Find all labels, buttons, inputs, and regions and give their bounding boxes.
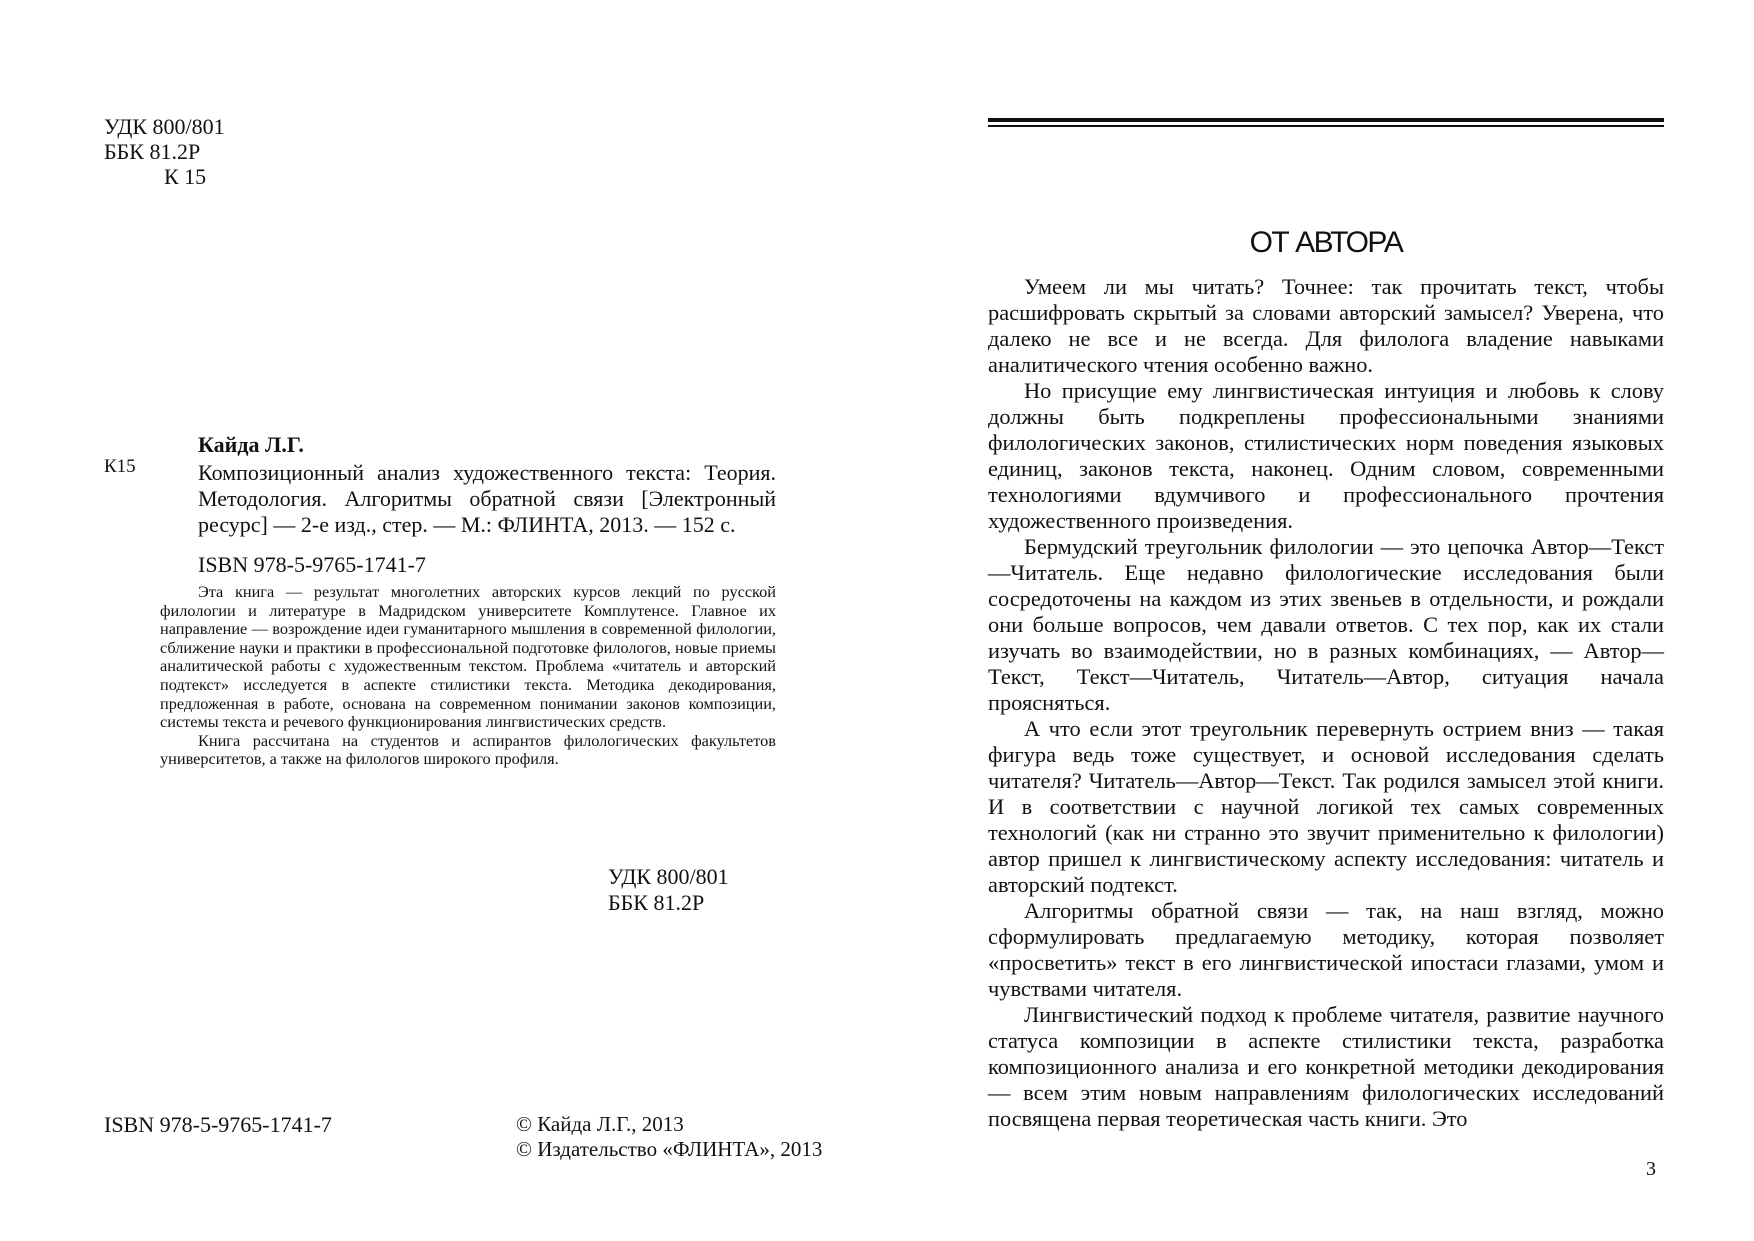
body-paragraph: Бермудский треугольник филологии — это цепочка Автор—Текст—Читатель. Еще недавно филологические исследования были сосредоточены на каждом из этих звеньев в отдельности, и рождали они больше вопросов, чем давали ответов. С тех пор, как их стали изучать во взаимодействии, но в разных комбинациях, — Автор—Текст, Текст—Читатель, Читатель—Автор, ситуация начала проясняться. bbox=[988, 534, 1664, 715]
body-paragraph: Но присущие ему лингвистическая интуиция и любовь к слову должны быть подкреплены профессиональными знаниями филологических законов, стилистических норм поведения языковых единиц, законов текста, наконец. Одним словом, современными технологиями вдумчивого и профессионального прочтения художественного произведения. bbox=[988, 378, 1664, 533]
side-author-mark: К15 bbox=[104, 456, 136, 477]
body-paragraph: Умеем ли мы читать? Точнее: так прочитать текст, чтобы расшифровать скрытый за словами авторский замысел? Уверена, что далеко не все и не всегда. Для филолога владение навыками аналитического чтения особенно важно. bbox=[988, 274, 1664, 377]
udk-code-footer: УДК 800/801 bbox=[608, 864, 729, 889]
foreword-text bbox=[988, 274, 1664, 1132]
copyright-publisher: © Издательство «ФЛИНТА», 2013 bbox=[516, 1137, 823, 1161]
annotation-paragraph: Книга рассчитана на студентов и аспирантов филологических факультетов университетов, а также на филологов широкого профиля. bbox=[160, 730, 776, 769]
udk-footer bbox=[608, 864, 729, 916]
bbk-code: ББК 81.2Р bbox=[104, 139, 201, 164]
header-rule-thick bbox=[988, 118, 1664, 122]
body-paragraph: Алгоритмы обратной связи — так, на наш взгляд, можно сформулировать предлагаемую методику, которая позволяет «просветить» текст в его лингвистической ипостаси глазами, умом и чувствами читателя. bbox=[988, 898, 1664, 1001]
udk-code: УДК 800/801 bbox=[104, 114, 225, 139]
annotation bbox=[160, 583, 776, 769]
header-rule-thin bbox=[988, 125, 1664, 127]
author-name: Кайда Л.Г. bbox=[198, 432, 304, 457]
udk-header bbox=[104, 114, 225, 189]
book-description: Композиционный анализ художественного текста: Теория. Методология. Алгоритмы обратной связи [Электронный ресурс] — 2-е изд., стер. — М.: ФЛИНТА, 2013. — 152 с. bbox=[198, 460, 776, 537]
isbn-footer: ISBN 978-5-9765-1741-7 bbox=[104, 1112, 332, 1137]
isbn-record: ISBN 978-5-9765-1741-7 bbox=[198, 552, 426, 577]
body-paragraph: А что если этот треугольник перевернуть острием вниз — такая фигура ведь тоже существует, и основой исследования сделать читателя? Читатель—Автор—Текст. Так родился замысел этой книги. И в соответствии с научной логикой тех самых современных технологий (как ни странно это звучит применительно к филологии) автор пришел к лингвистическому аспекту исследования: читатель и авторский подтекст. bbox=[988, 716, 1664, 897]
bibliographic-record bbox=[198, 432, 776, 578]
body-paragraph: Лингвистический подход к проблеме читателя, развитие научного статуса композиции в аспекте стилистики текста, разработка композиционного анализа и его конкретной методики декодирования — всем этим новым направлениям филологических исследований посвящена первая теоретическая часть книги. Это bbox=[988, 1002, 1664, 1131]
page-number: 3 bbox=[1646, 1158, 1656, 1180]
copyright-block bbox=[516, 1112, 822, 1162]
bbk-code-footer: ББК 81.2Р bbox=[608, 890, 705, 915]
copyright-author: © Кайда Л.Г., 2013 bbox=[516, 1112, 684, 1136]
chapter-title: ОТ АВТОРА bbox=[1249, 226, 1403, 259]
annotation-paragraph: Эта книга — результат многолетних авторских курсов лекций по русской филологии и литературе в Мадридском университете Комплутенсе. Главное их направление — возрождение идеи гуманитарного мышления в современной филологии, сближение науки и практики в профессиональной подготовке филологов, новые приемы аналитической работы с художественным текстом. Проблема «читатель и авторский подтекст» исследуется в аспекте стилистики текста. Методика декодирования, предложенная в работе, основана на современном понимании законов композиции, системы текста и речевого функционирования лингвистических средств. bbox=[160, 582, 776, 732]
author-mark: К 15 bbox=[164, 164, 207, 189]
